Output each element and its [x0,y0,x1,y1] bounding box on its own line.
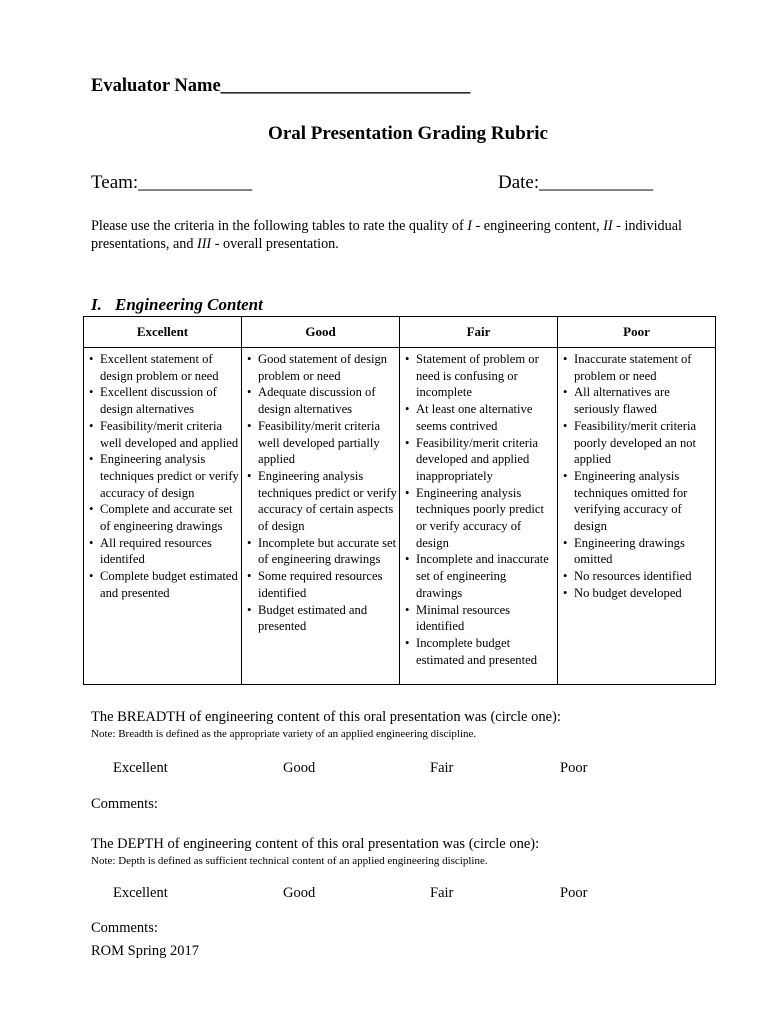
criterion-item: • Feasibility/merit criteria poorly developed an not applied [560,418,713,468]
section-heading: I. Engineering Content [91,295,263,314]
criterion-item: • Adequate discussion of design alternatives [244,384,397,417]
breadth-comments-label: Comments: [91,796,158,812]
footer-text: ROM Spring 2017 [91,943,199,959]
breadth-option-excellent[interactable]: Excellent [113,760,168,776]
instructions-paragraph: Please use the criteria in the following tables to rate the quality of I - engineering content, II - individual presentations, and III - overall presentation. [91,218,682,252]
criterion-item: • Good statement of design problem or need [244,351,397,384]
criteria-excellent [84,348,242,685]
breadth-note: Note: Breadth is defined as the appropriate variety of an applied engineering discipline. [91,728,477,740]
depth-note: Note: Depth is defined as sufficient technical content of an applied engineering discipline. [91,855,488,867]
breadth-option-good[interactable]: Good [283,760,316,776]
criterion-item: • Engineering analysis techniques poorly predict or verify accuracy of design [402,485,555,552]
criterion-item: • Excellent statement of design problem or need [86,351,239,384]
criterion-item: • Engineering drawings omitted [560,535,713,568]
criterion-item: • Some required resources identified [244,568,397,601]
criterion-item: • Incomplete but accurate set of engineering drawings [244,535,397,568]
depth-option-excellent[interactable]: Excellent [113,885,168,901]
breadth-option-poor[interactable]: Poor [560,760,588,776]
column-header-good: Good [242,317,400,348]
column-header-excellent: Excellent [84,317,242,348]
criterion-item: • No resources identified [560,568,713,585]
criterion-item: • Feasibility/merit criteria developed and applied inappropriately [402,435,555,485]
criterion-item: • Feasibility/merit criteria well developed and applied [86,418,239,451]
criterion-item: • Incomplete and inaccurate set of engineering drawings [402,551,555,601]
depth-option-fair[interactable]: Fair [430,885,454,901]
criteria-poor [558,348,716,685]
depth-question: The DEPTH of engineering content of this oral presentation was (circle one): [91,836,540,852]
column-header-fair: Fair [400,317,558,348]
depth-comments-label: Comments: [91,920,158,936]
criterion-item: • Complete and accurate set of engineering drawings [86,501,239,534]
depth-option-poor[interactable]: Poor [560,885,588,901]
rubric-table [83,316,716,685]
column-header-poor: Poor [558,317,716,348]
criterion-item: • Excellent discussion of design alternatives [86,384,239,417]
depth-option-good[interactable]: Good [283,885,316,901]
criteria-fair [400,348,558,685]
criterion-item: • All alternatives are seriously flawed [560,384,713,417]
criterion-item: • At least one alternative seems contrived [402,401,555,434]
criterion-item: • Minimal resources identified [402,602,555,635]
criterion-item: • No budget developed [560,585,713,602]
page-title: Oral Presentation Grading Rubric [268,123,548,144]
criterion-item: • Incomplete budget estimated and presented [402,635,555,668]
criteria-good [242,348,400,685]
criterion-item: • Inaccurate statement of problem or need [560,351,713,384]
date-field[interactable]: Date:____________ [498,172,654,193]
criterion-item: • All required resources identifed [86,535,239,568]
breadth-option-fair[interactable]: Fair [430,760,454,776]
criterion-item: • Engineering analysis techniques predict or verify accuracy of design [86,451,239,501]
team-field[interactable]: Team:____________ [91,172,253,193]
breadth-question: The BREADTH of engineering content of this oral presentation was (circle one): [91,709,561,725]
criterion-item: • Budget estimated and presented [244,602,397,635]
criterion-item: • Complete budget estimated and presented [86,568,239,601]
criterion-item: • Statement of problem or need is confusing or incomplete [402,351,555,401]
criterion-item: • Feasibility/merit criteria well developed partially applied [244,418,397,468]
criterion-item: • Engineering analysis techniques predict or verify accuracy of certain aspects of design [244,468,397,535]
criterion-item: • Engineering analysis techniques omitted for verifying accuracy of design [560,468,713,535]
evaluator-name-field[interactable]: Evaluator Name___________________________ [91,76,471,96]
